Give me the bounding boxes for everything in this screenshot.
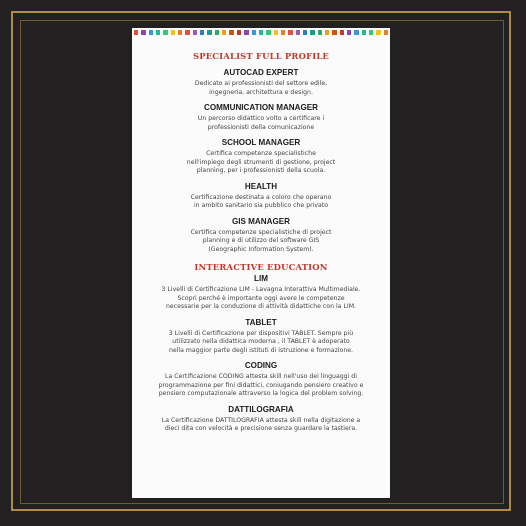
color-dot: [200, 30, 204, 35]
color-dot: [340, 30, 344, 35]
panel-content: [132, 47, 390, 440]
certification-description: [132, 373, 390, 399]
description-line: ingegneria, architettura e design.: [209, 88, 313, 96]
description-line: 3 Livelli di Certificazione per dispositivi TABLET. Sempre più: [168, 329, 354, 337]
description-line: utilizzato nella didattica moderna , il TABLET è adoperato: [172, 338, 350, 345]
certification-panel: [132, 28, 390, 498]
color-dot: [376, 30, 380, 35]
certification-description: [132, 115, 390, 132]
certification-title: AUTOCAD EXPERT: [223, 68, 299, 77]
description-line: programmazione per fini didattici, coniugando pensiero creativo e: [158, 381, 364, 389]
description-line: Un percorso didattico volto a certificare i: [197, 115, 325, 122]
description-line: (Geographic Information System).: [208, 245, 314, 253]
description-line: nella maggior parte degli istituti di istruzione e formazione.: [168, 346, 354, 354]
certification-title: COMMUNICATION MANAGER: [203, 103, 319, 112]
color-dot: [244, 30, 248, 35]
description-line: professionisti della comunicazione: [207, 123, 315, 131]
color-dot: [310, 30, 314, 35]
color-dot: [288, 30, 292, 35]
color-dot: [134, 30, 138, 35]
certification-description: [132, 150, 390, 176]
color-dot: [274, 30, 278, 35]
color-dot: [141, 30, 145, 35]
color-dot: [354, 30, 358, 35]
color-dot: [303, 30, 307, 35]
specialist-heading: SPECIALIST FULL PROFILE: [192, 51, 330, 61]
color-dot: [318, 30, 322, 35]
color-dot: [296, 30, 300, 35]
certification-description: [132, 286, 390, 312]
description-line: Dedicato ai professionisti del settore edile,: [194, 80, 328, 87]
certification-description: [132, 330, 390, 356]
description-line: nell'impiego degli strumenti di gestione, project: [186, 158, 336, 166]
certification-title: GIS MANAGER: [231, 216, 290, 226]
description-line: Certifica competenze specialistiche: [206, 150, 316, 157]
color-dot: [266, 30, 270, 35]
color-dot: [185, 30, 189, 35]
specialist-list: [132, 68, 390, 254]
color-dot: [222, 30, 226, 35]
color-dot: [163, 30, 167, 35]
description-line: in ambito sanitario sia pubblico che privato: [193, 202, 329, 209]
description-line: Scopri perché è importante oggi avere le competenze: [177, 294, 345, 302]
color-dot: [207, 30, 211, 35]
certification-title: HEALTH: [244, 181, 278, 191]
color-dot: [362, 30, 366, 35]
description-line: La Certificazione CODING attesta skill nell'uso dei linguaggi di: [165, 373, 357, 380]
certification-title: DATTILOGRAFIA: [228, 404, 294, 414]
description-line: pensiero computazionale attraverso la logica del problem solving.: [158, 390, 364, 397]
description-line: dieci dita con velocità e precisione senza guardare la tastiera.: [164, 425, 358, 432]
certification-description: [132, 417, 390, 434]
color-dot: [347, 30, 351, 35]
certification-title: SCHOOL MANAGER: [221, 138, 301, 147]
color-dot: [332, 30, 336, 35]
color-dot: [178, 30, 182, 35]
color-dot: [369, 30, 373, 35]
color-dot: [237, 30, 241, 35]
color-dot: [171, 30, 175, 35]
interactive-heading: INTERACTIVE EDUCATION: [194, 262, 328, 272]
description-line: 3 Livelli di Certificazione LIM - Lavagna Interattiva Multimediale.: [161, 286, 361, 293]
certification-description: [132, 229, 390, 255]
description-line: La Certificazione DATTILOGRAFIA attesta skill nella digitazione a: [161, 416, 361, 424]
description-line: Certifica competenze specialistiche di project: [190, 228, 332, 236]
color-dot-strip: [134, 30, 388, 36]
description-line: planning e di utilizzo del software GIS: [202, 237, 320, 244]
color-dot: [252, 30, 256, 35]
description-line: necessarie per la conduzione di attività didattiche con la LIM.: [165, 303, 357, 310]
color-dot: [156, 30, 160, 35]
certification-description: [132, 80, 390, 97]
color-dot: [259, 30, 263, 35]
certification-title: TABLET: [245, 317, 277, 327]
certification-title: LIM: [254, 274, 268, 283]
color-dot: [325, 30, 329, 35]
description-line: planning, per i professionisti della scuola.: [196, 167, 326, 174]
color-dot: [215, 30, 219, 35]
color-dot: [193, 30, 197, 35]
certification-description: [132, 194, 390, 211]
interactive-list: [132, 274, 390, 434]
color-dot: [281, 30, 285, 35]
certification-title: CODING: [244, 361, 278, 370]
description-line: Certificazione destinata a coloro che operano: [190, 193, 332, 201]
color-dot: [149, 30, 153, 35]
color-dot: [384, 30, 388, 35]
color-dot: [229, 30, 233, 35]
